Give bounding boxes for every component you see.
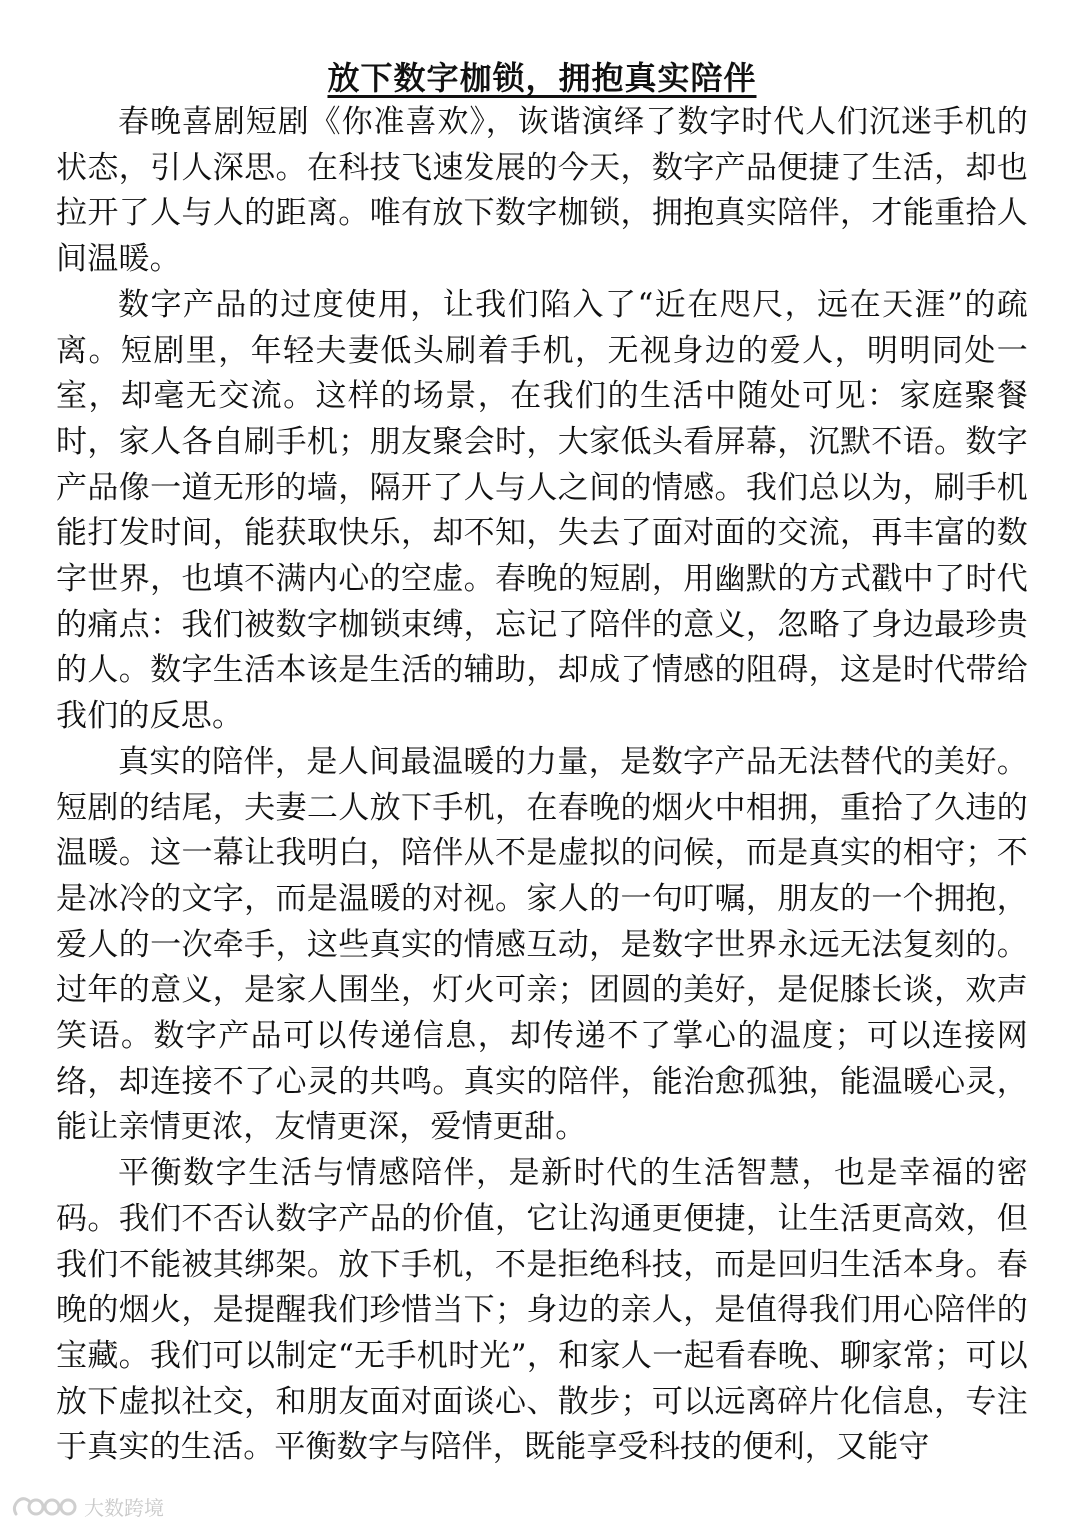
watermark: [10, 1492, 164, 1521]
paragraph-3: 真实的陪伴，是人间最温暖的力量，是数字产品无法替代的美好。短剧的结尾，夫妻二人放下手机，在春晚的烟火中相拥，重拾了久违的温暖。这一幕让我明白，陪伴从不是虚拟的问候，而是真实的相守；不是冰冷的文字，而是温暖的对视。家人的一句叮嘱，朋友的一个拥抱，爱人的一次牵手，这些真实的情感互动，是数字世界永远无法复刻的。过年的意义，是家人围坐，灯火可亲；团圆的美好，是促膝长谈，欢声笑语。数字产品可以传递信息，却传递不了掌心的温度；可以连接网络，却连接不了心灵的共鸣。真实的陪伴，能治愈孤独，能温暖心灵，能让亲情更浓，友情更深，爱情更甜。: [56, 743, 1028, 1146]
document-page: [56, 56, 1028, 1471]
document-title: 放下数字枷锁，拥抱真实陪伴: [327, 59, 757, 97]
paragraph-1: 春晚喜剧短剧《你准喜欢》，诙谐演绎了数字时代人们沉迷手机的状态，引人深思。在科技飞速发展的今天，数字产品便捷了生活，却也拉开了人与人的距离。唯有放下数字枷锁，拥抱真实陪伴，才能重拾人间温暖。: [56, 104, 1028, 278]
watermark-text: 大数跨境: [84, 1496, 164, 1520]
paragraph-4: 平衡数字生活与情感陪伴，是新时代的生活智慧，也是幸福的密码。我们不否认数字产品的价值，它让沟通更便捷，让生活更高效，但我们不能被其绑架。放下手机，不是拒绝科技，而是回归生活本身。春晚的烟火，是提醒我们珍惜当下；身边的亲人，是值得我们用心陪伴的宝藏。我们可以制定“无手机时光”，和家人一起看春晚、聊家常；可以放下虚拟社交，和朋友面对面谈心、散步；可以远离碎片化信息，专注于真实的生活。平衡数字与陪伴，既能享受科技的便利，又能守: [56, 1155, 1028, 1466]
watermark-logo-icon: [10, 1494, 80, 1520]
paragraph-2: 数字产品的过度使用，让我们陷入了“近在咫尺，远在天涯”的疏离。短剧里，年轻夫妻低头刷着手机，无视身边的爱人，明明同处一室，却毫无交流。这样的场景，在我们的生活中随处可见：家庭聚餐时，家人各自刷手机；朋友聚会时，大家低头看屏幕，沉默不语。数字产品像一道无形的墙，隔开了人与人之间的情感。我们总以为，刷手机能打发时间，能获取快乐，却不知，失去了面对面的交流，再丰富的数字世界，也填不满内心的空虚。春晚的短剧，用幽默的方式戳中了时代的痛点：我们被数字枷锁束缚，忘记了陪伴的意义，忽略了身边最珍贵的人。数字生活本该是生活的辅助，却成了情感的阻碍，这是时代带给我们的反思。: [56, 286, 1028, 735]
